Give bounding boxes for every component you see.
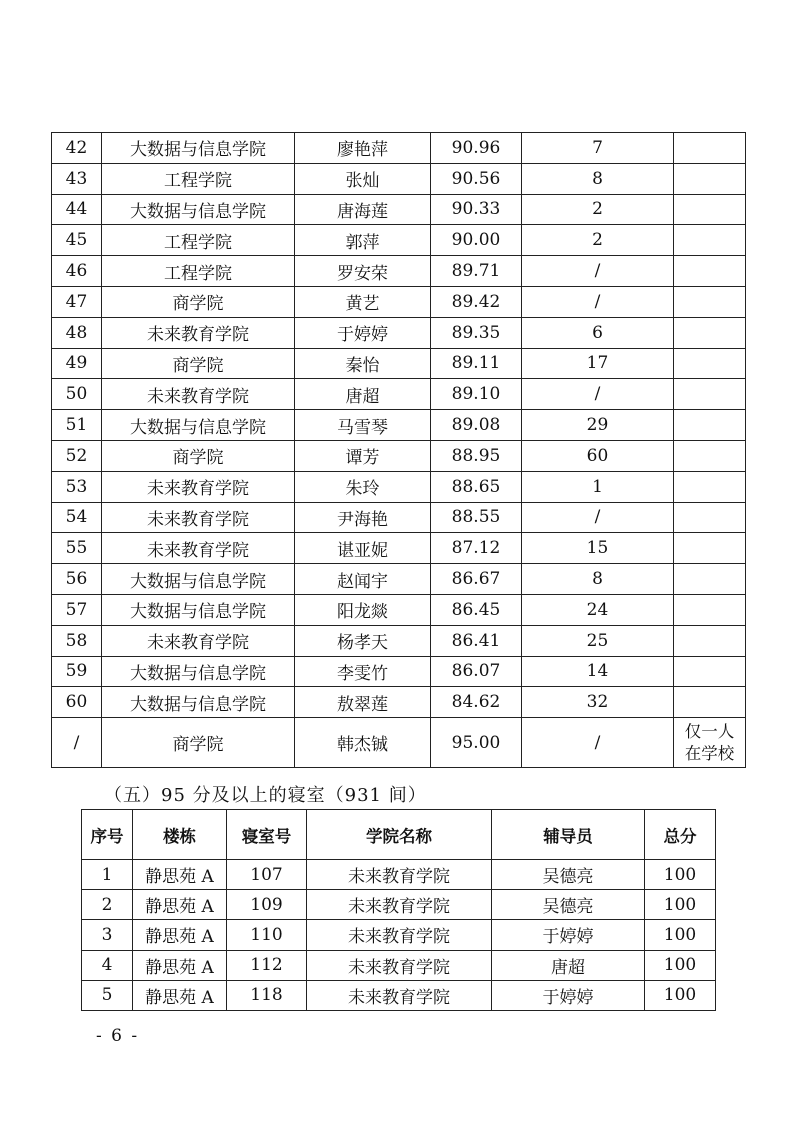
cell-no: 44 (52, 194, 102, 225)
cell-note (674, 440, 746, 471)
cell-no: 59 (52, 656, 102, 687)
cell-count: 7 (522, 133, 674, 164)
cell-building: 静思苑 A (133, 890, 227, 920)
cell-score: 90.96 (431, 133, 522, 164)
cell-college: 未来教育学院 (102, 317, 295, 348)
cell-college: 商学院 (102, 348, 295, 379)
cell-college: 大数据与信息学院 (102, 133, 295, 164)
cell-count: 8 (522, 564, 674, 595)
cell-college: 大数据与信息学院 (102, 564, 295, 595)
note-line: 在学校 (684, 743, 735, 763)
cell-no: / (52, 718, 102, 768)
cell-name: 赵闻宇 (295, 564, 431, 595)
cell-no: 58 (52, 625, 102, 656)
cell-name: 尹海艳 (295, 502, 431, 533)
cell-score: 84.62 (431, 687, 522, 718)
cell-college: 未来教育学院 (307, 950, 492, 980)
cell-no: 2 (82, 890, 133, 920)
cell-note (674, 379, 746, 410)
cell-room: 107 (227, 860, 307, 890)
cell-count: / (522, 502, 674, 533)
header-college: 学院名称 (307, 810, 492, 860)
cell-score: 86.45 (431, 594, 522, 625)
cell-building: 静思苑 A (133, 980, 227, 1010)
cell-room: 109 (227, 890, 307, 920)
table-row (52, 471, 746, 502)
cell-building: 静思苑 A (133, 860, 227, 890)
table-row (52, 256, 746, 287)
cell-note (674, 564, 746, 595)
cell-no: 42 (52, 133, 102, 164)
cell-note (674, 133, 746, 164)
section-heading: （五）95 分及以上的寝室（931 间） (104, 785, 427, 806)
dorm-score-table (81, 809, 716, 1011)
table-row (82, 860, 716, 890)
cell-no: 1 (82, 860, 133, 890)
cell-college: 未来教育学院 (102, 379, 295, 410)
header-room: 寝室号 (227, 810, 307, 860)
cell-count: / (522, 286, 674, 317)
student-score-table-body (52, 133, 746, 768)
cell-score: 87.12 (431, 533, 522, 564)
cell-college: 大数据与信息学院 (102, 656, 295, 687)
cell-count: 29 (522, 410, 674, 441)
cell-no: 60 (52, 687, 102, 718)
table-row (52, 502, 746, 533)
cell-no: 52 (52, 440, 102, 471)
cell-name: 唐超 (295, 379, 431, 410)
cell-score: 88.55 (431, 502, 522, 533)
cell-counselor: 吴德亮 (492, 890, 645, 920)
cell-college: 未来教育学院 (307, 890, 492, 920)
dorm-table-header-row (82, 810, 716, 860)
cell-building: 静思苑 A (133, 950, 227, 980)
table-row (82, 980, 716, 1010)
header-no: 序号 (82, 810, 133, 860)
table-row (52, 656, 746, 687)
table-row (52, 133, 746, 164)
cell-count: 60 (522, 440, 674, 471)
cell-college: 未来教育学院 (102, 502, 295, 533)
cell-note (674, 256, 746, 287)
cell-no: 45 (52, 225, 102, 256)
cell-name: 敖翠莲 (295, 687, 431, 718)
table-row (52, 687, 746, 718)
table-row (52, 286, 746, 317)
cell-name: 黄艺 (295, 286, 431, 317)
student-score-table (51, 132, 746, 768)
cell-name: 张灿 (295, 163, 431, 194)
header-counselor: 辅导员 (492, 810, 645, 860)
table-row (52, 348, 746, 379)
cell-count: 2 (522, 194, 674, 225)
cell-score: 89.08 (431, 410, 522, 441)
cell-no: 50 (52, 379, 102, 410)
cell-no: 53 (52, 471, 102, 502)
table-row (52, 533, 746, 564)
cell-name: 杨孝天 (295, 625, 431, 656)
cell-no: 4 (82, 950, 133, 980)
cell-note (674, 656, 746, 687)
cell-count: 25 (522, 625, 674, 656)
cell-room: 110 (227, 920, 307, 950)
cell-count: / (522, 718, 674, 768)
cell-score: 89.42 (431, 286, 522, 317)
cell-name: 马雪琴 (295, 410, 431, 441)
cell-note (674, 471, 746, 502)
table-row (52, 163, 746, 194)
cell-count: 24 (522, 594, 674, 625)
cell-college: 大数据与信息学院 (102, 594, 295, 625)
cell-score: 86.67 (431, 564, 522, 595)
cell-score: 90.56 (431, 163, 522, 194)
cell-counselor: 唐超 (492, 950, 645, 980)
table-row (52, 625, 746, 656)
cell-count: / (522, 379, 674, 410)
cell-score: 88.65 (431, 471, 522, 502)
header-total: 总分 (645, 810, 716, 860)
note-line: 仅一人 (684, 721, 735, 741)
cell-college: 工程学院 (102, 163, 295, 194)
cell-note (674, 194, 746, 225)
cell-name: 阳龙燚 (295, 594, 431, 625)
cell-college: 大数据与信息学院 (102, 194, 295, 225)
cell-count: 6 (522, 317, 674, 348)
cell-room: 112 (227, 950, 307, 980)
cell-no: 48 (52, 317, 102, 348)
cell-room: 118 (227, 980, 307, 1010)
table-row (52, 594, 746, 625)
cell-college: 商学院 (102, 718, 295, 768)
cell-count: 8 (522, 163, 674, 194)
cell-no: 54 (52, 502, 102, 533)
cell-no: 3 (82, 920, 133, 950)
cell-counselor: 吴德亮 (492, 860, 645, 890)
cell-name: 罗安荣 (295, 256, 431, 287)
cell-name: 韩杰铖 (295, 718, 431, 768)
cell-note (674, 225, 746, 256)
cell-score: 89.35 (431, 317, 522, 348)
cell-no: 43 (52, 163, 102, 194)
cell-total: 100 (645, 890, 716, 920)
cell-count: 32 (522, 687, 674, 718)
cell-count: 17 (522, 348, 674, 379)
cell-score: 88.95 (431, 440, 522, 471)
cell-college: 大数据与信息学院 (102, 410, 295, 441)
cell-note (674, 533, 746, 564)
table-row (82, 950, 716, 980)
cell-score: 89.10 (431, 379, 522, 410)
cell-name: 唐海莲 (295, 194, 431, 225)
cell-building: 静思苑 A (133, 920, 227, 950)
cell-no: 55 (52, 533, 102, 564)
cell-college: 工程学院 (102, 225, 295, 256)
cell-college: 未来教育学院 (307, 860, 492, 890)
table-row (82, 920, 716, 950)
cell-no: 47 (52, 286, 102, 317)
table-row (52, 440, 746, 471)
cell-name: 秦怡 (295, 348, 431, 379)
cell-score: 90.00 (431, 225, 522, 256)
cell-name: 郭萍 (295, 225, 431, 256)
cell-name: 于婷婷 (295, 317, 431, 348)
cell-score: 89.71 (431, 256, 522, 287)
cell-counselor: 于婷婷 (492, 980, 645, 1010)
cell-no: 56 (52, 564, 102, 595)
cell-score: 89.11 (431, 348, 522, 379)
cell-count: 1 (522, 471, 674, 502)
dorm-score-table-body (82, 860, 716, 1011)
table-row (52, 194, 746, 225)
cell-note (674, 718, 746, 768)
cell-total: 100 (645, 920, 716, 950)
cell-no: 5 (82, 980, 133, 1010)
table-row (52, 410, 746, 441)
cell-note (674, 286, 746, 317)
cell-count: 14 (522, 656, 674, 687)
cell-total: 100 (645, 860, 716, 890)
cell-college: 未来教育学院 (102, 471, 295, 502)
table-row (52, 379, 746, 410)
cell-name: 朱玲 (295, 471, 431, 502)
cell-college: 工程学院 (102, 256, 295, 287)
cell-no: 46 (52, 256, 102, 287)
cell-college: 商学院 (102, 286, 295, 317)
cell-score: 86.41 (431, 625, 522, 656)
cell-name: 李雯竹 (295, 656, 431, 687)
cell-college: 大数据与信息学院 (102, 687, 295, 718)
table-row (52, 317, 746, 348)
cell-note (674, 687, 746, 718)
page-number: - 6 - (96, 1026, 140, 1046)
cell-total: 100 (645, 980, 716, 1010)
cell-note (674, 594, 746, 625)
cell-note (674, 348, 746, 379)
cell-college: 未来教育学院 (102, 533, 295, 564)
cell-score: 90.33 (431, 194, 522, 225)
cell-score: 86.07 (431, 656, 522, 687)
cell-score: 95.00 (431, 718, 522, 768)
table-row (82, 890, 716, 920)
cell-note (674, 410, 746, 441)
table-row (52, 225, 746, 256)
header-building: 楼栋 (133, 810, 227, 860)
cell-note (674, 625, 746, 656)
cell-count: 15 (522, 533, 674, 564)
table-row (52, 564, 746, 595)
cell-college: 未来教育学院 (307, 980, 492, 1010)
cell-no: 49 (52, 348, 102, 379)
cell-note (674, 502, 746, 533)
cell-total: 100 (645, 950, 716, 980)
cell-no: 57 (52, 594, 102, 625)
cell-count: / (522, 256, 674, 287)
cell-college: 未来教育学院 (307, 920, 492, 950)
cell-name: 廖艳萍 (295, 133, 431, 164)
table-row (52, 718, 746, 768)
cell-note (674, 163, 746, 194)
cell-note (674, 317, 746, 348)
cell-college: 商学院 (102, 440, 295, 471)
cell-no: 51 (52, 410, 102, 441)
cell-count: 2 (522, 225, 674, 256)
cell-college: 未来教育学院 (102, 625, 295, 656)
cell-counselor: 于婷婷 (492, 920, 645, 950)
cell-name: 谌亚妮 (295, 533, 431, 564)
cell-name: 谭芳 (295, 440, 431, 471)
